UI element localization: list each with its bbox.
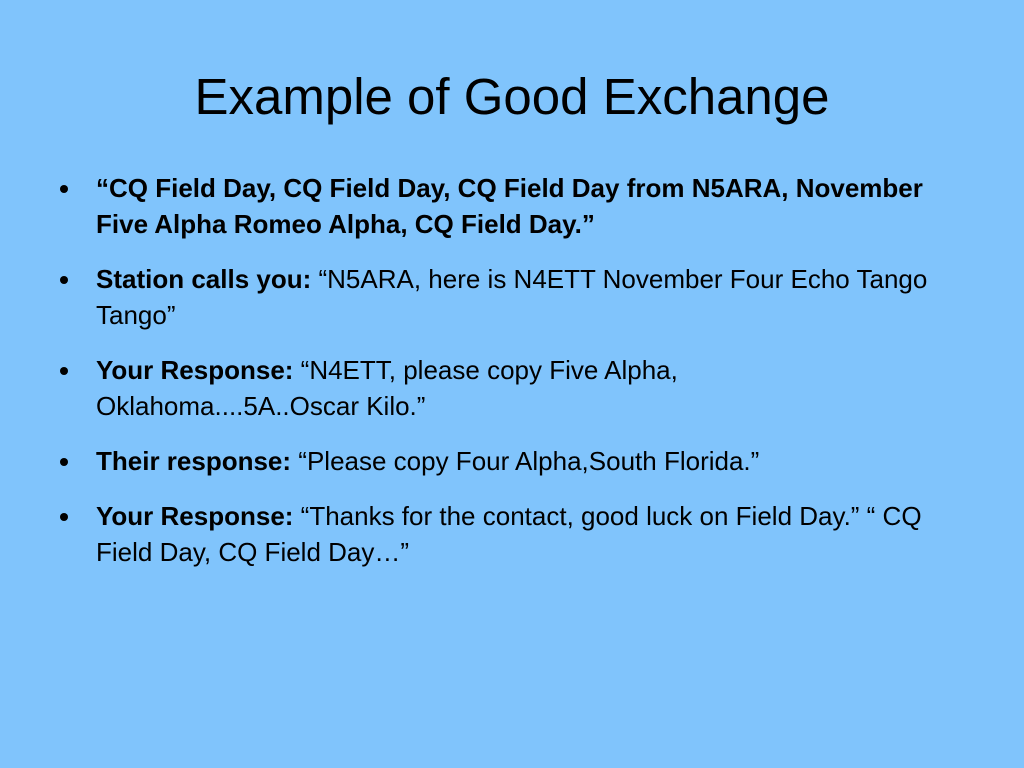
bullet-item: [60, 498, 940, 570]
slide-title: Example of Good Exchange: [194, 68, 830, 125]
bullet-bold-text: “CQ Field Day, CQ Field Day, CQ Field Day from N5ARA, November Five Alpha Romeo Alpha, CQ Field Day.”: [96, 173, 923, 239]
bullet-item: [60, 261, 940, 333]
bullet-bold-text: Your Response:: [96, 355, 294, 385]
bullet-item: [60, 352, 940, 424]
bullet-item: [60, 443, 940, 479]
bullet-dot-icon: [60, 513, 68, 521]
bullet-bold-text: Your Response:: [96, 501, 294, 531]
bullet-dot-icon: [60, 185, 68, 193]
bullet-text: “N5ARA, here is N4ETT November Four Echo Tango Tango”: [96, 264, 928, 330]
bullet-item: [60, 170, 940, 242]
bullet-list: [60, 170, 940, 589]
bullet-dot-icon: [60, 276, 68, 284]
bullet-dot-icon: [60, 367, 68, 375]
bullet-dot-icon: [60, 458, 68, 466]
bullet-bold-text: Their response:: [96, 446, 292, 476]
bullet-text: “Thanks for the contact, good luck on Field Day.” “ CQ Field Day, CQ Field Day…”: [96, 501, 922, 567]
bullet-text: “N4ETT, please copy Five Alpha, Oklahoma....5A..Oscar Kilo.”: [96, 355, 678, 421]
bullet-text: “Please copy Four Alpha,South Florida.”: [291, 446, 760, 476]
bullet-bold-text: Station calls you:: [96, 264, 312, 294]
